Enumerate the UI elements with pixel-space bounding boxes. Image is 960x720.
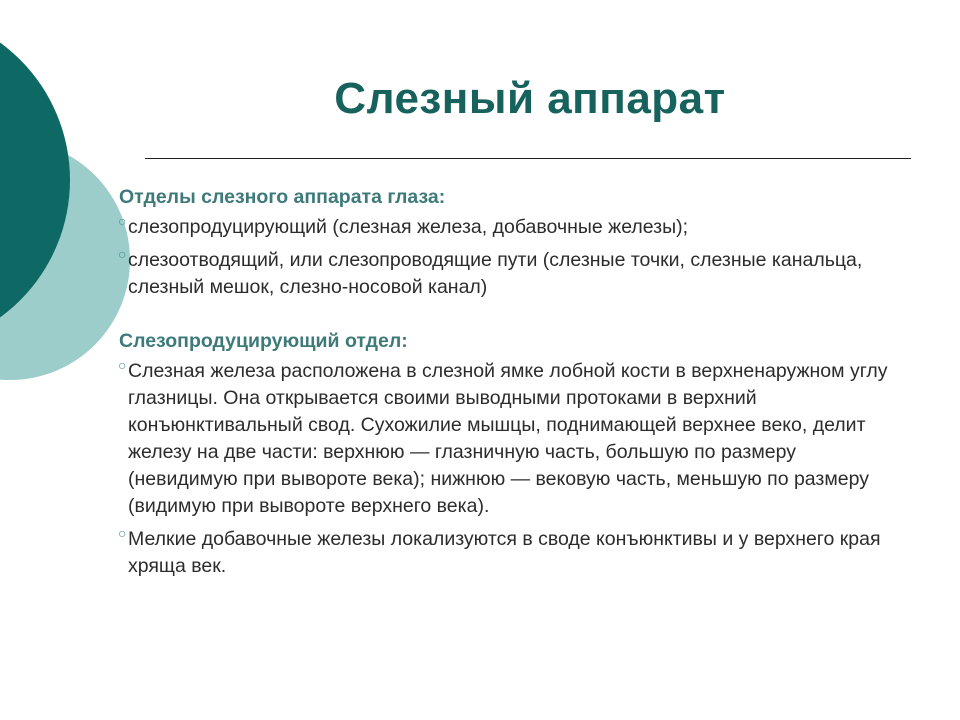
section-heading-secretory: Слезопродуцирующий отдел:: [119, 330, 408, 352]
bullet-item: [118, 526, 908, 580]
bullet-text: Слезная железа расположена в слезной ямке лобной кости в верхненаружном углу глазницы. Она открывается своими выводными протоками в верхний конъюнктивальный свод. Сухожилие мышцы, поднимающей верхнее веко, делит железу на две части: верхнюю — глазничную часть, большую по размеру (невидимую при вывороте века); нижнюю — вековую часть, меньшую по размеру (видимую при вывороте верхнего века).: [128, 360, 888, 517]
bullet-text: слезоотводящий, или слезопроводящие пути (слезные точки, слезные канальца, слезный мешок, слезно-носовой канал): [128, 249, 863, 298]
title-divider: [145, 158, 911, 159]
section-heading-parts: Отделы слезного аппарата глаза:: [119, 186, 446, 208]
bullet-circle-icon: ○: [118, 213, 127, 229]
slide-title: Слезный аппарат: [334, 74, 726, 123]
bullet-circle-icon: ○: [118, 357, 127, 373]
bullet-item: [118, 214, 908, 241]
bullet-circle-icon: ○: [118, 246, 127, 262]
bullet-item: [118, 247, 908, 301]
bullet-item: [118, 358, 908, 520]
bullet-text: Мелкие добавочные железы локализуются в своде конъюнктивы и у верхнего края хряща век.: [128, 528, 881, 577]
slide-content: [118, 184, 908, 586]
bullet-text: слезопродуцирующий (слезная железа, добавочные железы);: [128, 216, 689, 238]
bullet-circle-icon: ○: [118, 525, 127, 541]
